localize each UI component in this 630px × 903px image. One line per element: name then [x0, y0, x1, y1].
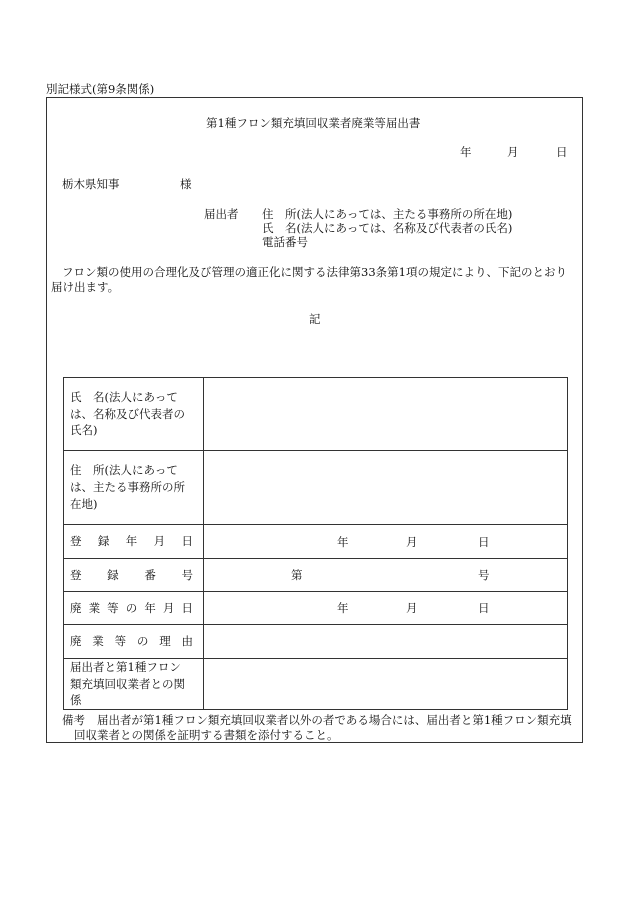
relation-label — [64, 659, 204, 710]
label-char: の — [136, 634, 149, 649]
table-row — [64, 559, 568, 592]
date-year: 年 — [460, 145, 472, 159]
label-char: 録 — [97, 534, 110, 549]
address-label-line: 住 所(法人にあって — [70, 463, 178, 478]
label-char: 理 — [159, 634, 171, 649]
table-row — [64, 525, 568, 559]
detail-table — [63, 377, 568, 710]
label-char: 年 — [144, 600, 156, 615]
registration-date-value-cell[interactable] — [204, 525, 568, 559]
table-row — [64, 625, 568, 659]
month-token: 月 — [406, 534, 418, 549]
label-char: 録 — [107, 567, 119, 582]
registration-number-label — [64, 559, 204, 592]
label-char: 号 — [181, 567, 193, 582]
notifier-name: 氏 名(法人にあっては、名称及び代表者の氏名) — [262, 221, 513, 235]
number-suffix: 号 — [478, 568, 490, 582]
date-day: 日 — [556, 145, 568, 159]
year-token: 年 — [337, 601, 349, 615]
notifier-phone: 電話番号 — [262, 235, 308, 249]
address-label-line: は、主たる事務所の所 — [70, 480, 185, 495]
relation-label-line: 届出者と第1種フロン — [70, 660, 181, 674]
label-char: 日 — [181, 534, 193, 549]
name-value-cell[interactable] — [204, 378, 568, 451]
closure-reason-label-chars — [70, 633, 199, 650]
addressee-name: 栃木県知事 — [62, 177, 120, 191]
relation-label-line: 類充填回収業者との関 — [70, 676, 185, 691]
remarks-heading: 備考 — [62, 713, 85, 727]
name-label-line: 氏名) — [70, 423, 98, 438]
body-text-line-1: フロン類の使用の合理化及び管理の適正化に関する法律第33条第1項の規定により、下記のとおり — [62, 265, 567, 279]
number-prefix: 第 — [291, 568, 303, 582]
closure-reason-label — [64, 625, 204, 659]
label-char: 年 — [125, 534, 138, 549]
label-char: 登 — [70, 534, 82, 549]
addressee-honorific: 様 — [180, 177, 192, 191]
registration-date-label — [64, 525, 204, 559]
label-char: 月 — [162, 600, 175, 615]
name-label-line: は、名称及び代表者の — [70, 406, 185, 421]
form-title: 第1種フロン類充填回収業者廃業等届出書 — [206, 116, 421, 130]
label-char: 日 — [181, 600, 193, 615]
label-char: 業 — [92, 634, 104, 649]
address-label-line: 在地) — [70, 496, 98, 511]
table-row — [64, 592, 568, 625]
day-token: 日 — [478, 601, 490, 615]
ki-heading: 記 — [309, 312, 321, 326]
table-row — [64, 451, 568, 525]
closure-date-label-chars — [70, 600, 199, 617]
address-label — [64, 451, 204, 525]
label-char: 番 — [144, 567, 156, 582]
label-char: の — [125, 600, 138, 615]
form-reference: 別記様式(第9条関係) — [46, 82, 155, 96]
remarks-line-2: 回収業者との関係を証明する書類を添付すること。 — [74, 728, 339, 742]
label-char: 廃 — [70, 600, 82, 615]
closure-date-label — [64, 592, 204, 625]
month-token: 月 — [406, 601, 418, 615]
body-text-line-2: 届け出ます。 — [51, 280, 120, 294]
date-month: 月 — [507, 145, 519, 159]
remarks-line-1: 届出者が第1種フロン類充填回収業者以外の者である場合には、届出者と第1種フロン類充填 — [97, 713, 572, 727]
relation-value-cell[interactable] — [204, 659, 568, 710]
address-value-cell[interactable] — [204, 451, 568, 525]
label-char: 廃 — [70, 634, 82, 649]
notifier-label: 届出者 — [204, 207, 239, 221]
label-char: 等 — [114, 634, 127, 649]
registration-number-value-cell[interactable] — [204, 559, 568, 592]
label-char: 等 — [107, 600, 119, 615]
closure-date-value-cell[interactable] — [204, 592, 568, 625]
registration-date-label-chars — [70, 533, 199, 550]
year-token: 年 — [337, 534, 349, 549]
registration-number-label-chars — [70, 567, 199, 584]
table-row — [64, 659, 568, 710]
label-char: 業 — [88, 600, 101, 615]
day-token: 日 — [478, 534, 490, 549]
label-char: 月 — [153, 534, 166, 549]
relation-label-line: 係 — [70, 693, 82, 708]
name-label — [64, 378, 204, 451]
table-row — [64, 378, 568, 451]
notifier-address: 住 所(法人にあっては、主たる事務所の所在地) — [262, 207, 513, 221]
closure-reason-value-cell[interactable] — [204, 625, 568, 659]
label-char: 登 — [70, 567, 82, 582]
name-label-line: 氏 名(法人にあって — [70, 389, 178, 404]
label-char: 由 — [181, 634, 193, 649]
